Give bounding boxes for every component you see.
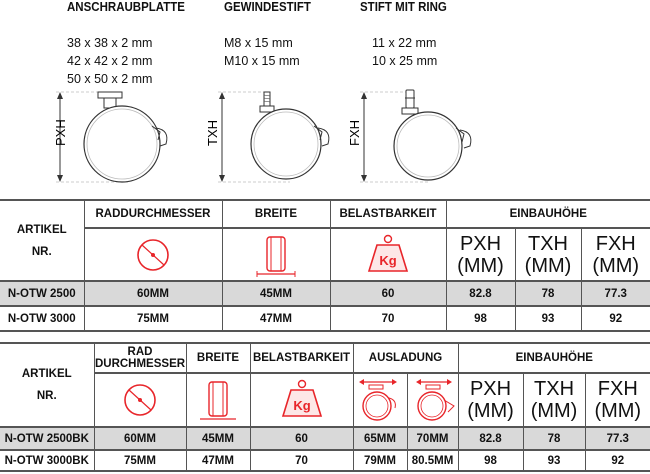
unit-label: (MM) bbox=[457, 254, 504, 277]
table-row bbox=[0, 306, 650, 331]
dim-line: 42 x 42 x 2 mm bbox=[67, 54, 153, 68]
header-artikel bbox=[0, 343, 94, 427]
cell-nr: N-OTW 3000BK bbox=[0, 450, 94, 471]
header-nr-label: NR. bbox=[36, 390, 57, 402]
cell-last: 70 bbox=[250, 450, 353, 471]
header-rad-durchmesser bbox=[94, 343, 186, 373]
cell-pxh: 98 bbox=[446, 306, 515, 331]
dim-line: 50 x 50 x 2 mm bbox=[67, 72, 153, 86]
cell-rad: 60MM bbox=[94, 427, 186, 450]
header-raddurchmesser: RADDURCHMESSER bbox=[84, 200, 222, 228]
load-weight-icon bbox=[250, 373, 353, 427]
cell-fxh: 92 bbox=[581, 306, 650, 331]
caster-plate-drawing bbox=[48, 88, 198, 188]
mount-stift-mit-ring bbox=[360, 0, 454, 70]
cell-ausladung-1: 65MM bbox=[353, 427, 407, 450]
dim-line: 38 x 38 x 2 mm bbox=[67, 36, 153, 50]
cell-txh: 78 bbox=[523, 427, 585, 450]
wheel-width-icon bbox=[186, 373, 250, 427]
header-txh bbox=[523, 373, 585, 427]
cell-last: 60 bbox=[330, 281, 446, 306]
cell-fxh: 77.3 bbox=[585, 427, 650, 450]
unit-label: (MM) bbox=[592, 254, 640, 277]
offset-icon-1 bbox=[353, 373, 407, 427]
header-belastbarkeit: BELASTBARKEIT bbox=[330, 200, 446, 228]
txh-label: TXH bbox=[528, 232, 568, 255]
mount-title: STIFT MIT RING bbox=[360, 0, 447, 14]
mount-title: GEWINDESTIFT bbox=[224, 0, 311, 14]
wheel-width-icon bbox=[222, 228, 330, 281]
mount-dims bbox=[224, 34, 318, 70]
fxh-label: FXH bbox=[595, 232, 636, 255]
cell-rad: 60MM bbox=[84, 281, 222, 306]
unit-label: (MM) bbox=[594, 400, 642, 422]
cell-nr: N-OTW 2500 bbox=[0, 281, 84, 306]
cell-txh: 93 bbox=[523, 450, 585, 471]
cell-ausladung-2: 70MM bbox=[407, 427, 458, 450]
cell-nr: N-OTW 3000 bbox=[0, 306, 84, 331]
dim-line: M10 x 15 mm bbox=[224, 54, 300, 68]
cell-nr: N-OTW 2500BK bbox=[0, 427, 94, 450]
wheel-diameter-icon bbox=[94, 373, 186, 427]
mount-gewindestift bbox=[224, 0, 318, 70]
mount-anschraubplatte bbox=[67, 0, 195, 88]
cell-ausladung-2: 80.5MM bbox=[407, 450, 458, 471]
table-row bbox=[0, 281, 650, 306]
cell-pxh: 82.8 bbox=[446, 281, 515, 306]
cell-last: 60 bbox=[250, 427, 353, 450]
cell-fxh: 77.3 bbox=[581, 281, 650, 306]
cell-pxh: 98 bbox=[458, 450, 523, 471]
dim-line: 10 x 25 mm bbox=[372, 54, 438, 68]
header-pxh bbox=[446, 228, 515, 281]
dim-line: 11 x 22 mm bbox=[372, 36, 437, 50]
spec-table-standard bbox=[0, 199, 650, 332]
table-row bbox=[0, 427, 650, 450]
header-nr-label: NR. bbox=[31, 245, 52, 258]
header-belastbarkeit: BELASTBARKEIT bbox=[250, 343, 353, 373]
header-breite: BREITE bbox=[186, 343, 250, 373]
header-artikel-label: ARTIKEL bbox=[16, 223, 67, 236]
header-einbauhoehe: EINBAUHÖHE bbox=[509, 208, 587, 220]
cell-txh: 93 bbox=[515, 306, 581, 331]
height-label: FXH bbox=[347, 120, 362, 146]
cell-breite: 47MM bbox=[186, 450, 250, 471]
mount-dims bbox=[67, 34, 195, 88]
cell-pxh: 82.8 bbox=[458, 427, 523, 450]
pxh-label: PXH bbox=[469, 378, 512, 400]
fxh-label: FXH bbox=[597, 378, 638, 400]
cell-breite: 45MM bbox=[186, 427, 250, 450]
cell-breite: 47MM bbox=[222, 306, 330, 331]
cell-rad: 75MM bbox=[84, 306, 222, 331]
wheel-diameter-icon bbox=[84, 228, 222, 281]
caster-stem-ring-drawing bbox=[340, 88, 490, 188]
header-artikel bbox=[0, 200, 84, 281]
mount-dims bbox=[360, 34, 454, 70]
caster-thread-drawing bbox=[200, 88, 350, 188]
header-artikel-label: ARTIKEL bbox=[21, 368, 72, 380]
cell-breite: 45MM bbox=[222, 281, 330, 306]
height-label: PXH bbox=[53, 119, 68, 146]
cell-txh: 78 bbox=[515, 281, 581, 306]
header-txh bbox=[515, 228, 581, 281]
table-row bbox=[0, 450, 650, 471]
header-einbauhoehe: EINBAUHÖHE bbox=[515, 352, 593, 364]
header-fxh bbox=[585, 373, 650, 427]
cell-ausladung-1: 79MM bbox=[353, 450, 407, 471]
kg-text: Kg bbox=[292, 398, 311, 413]
mount-title: ANSCHRAUBPLATTE bbox=[67, 0, 185, 14]
unit-label: (MM) bbox=[530, 400, 578, 422]
header-rad-label: RAD bbox=[127, 346, 153, 358]
kg-text: Kg bbox=[379, 252, 397, 268]
load-weight-icon bbox=[330, 228, 446, 281]
cell-last: 70 bbox=[330, 306, 446, 331]
header-pxh bbox=[458, 373, 523, 427]
offset-icon-2 bbox=[407, 373, 458, 427]
header-breite: BREITE bbox=[222, 200, 330, 228]
cell-fxh: 92 bbox=[585, 450, 650, 471]
unit-label: (MM) bbox=[524, 254, 572, 277]
unit-label: (MM) bbox=[467, 400, 514, 422]
header-ausladung: AUSLADUNG bbox=[353, 343, 458, 373]
header-fxh bbox=[581, 228, 650, 281]
height-label: TXH bbox=[205, 120, 220, 146]
pxh-label: PXH bbox=[459, 232, 502, 255]
spec-table-brake bbox=[0, 342, 650, 472]
txh-label: TXH bbox=[534, 378, 575, 400]
cell-rad: 75MM bbox=[94, 450, 186, 471]
dim-line: M8 x 15 mm bbox=[224, 36, 293, 50]
header-durchmesser-label: DURCHMESSER bbox=[94, 358, 186, 370]
